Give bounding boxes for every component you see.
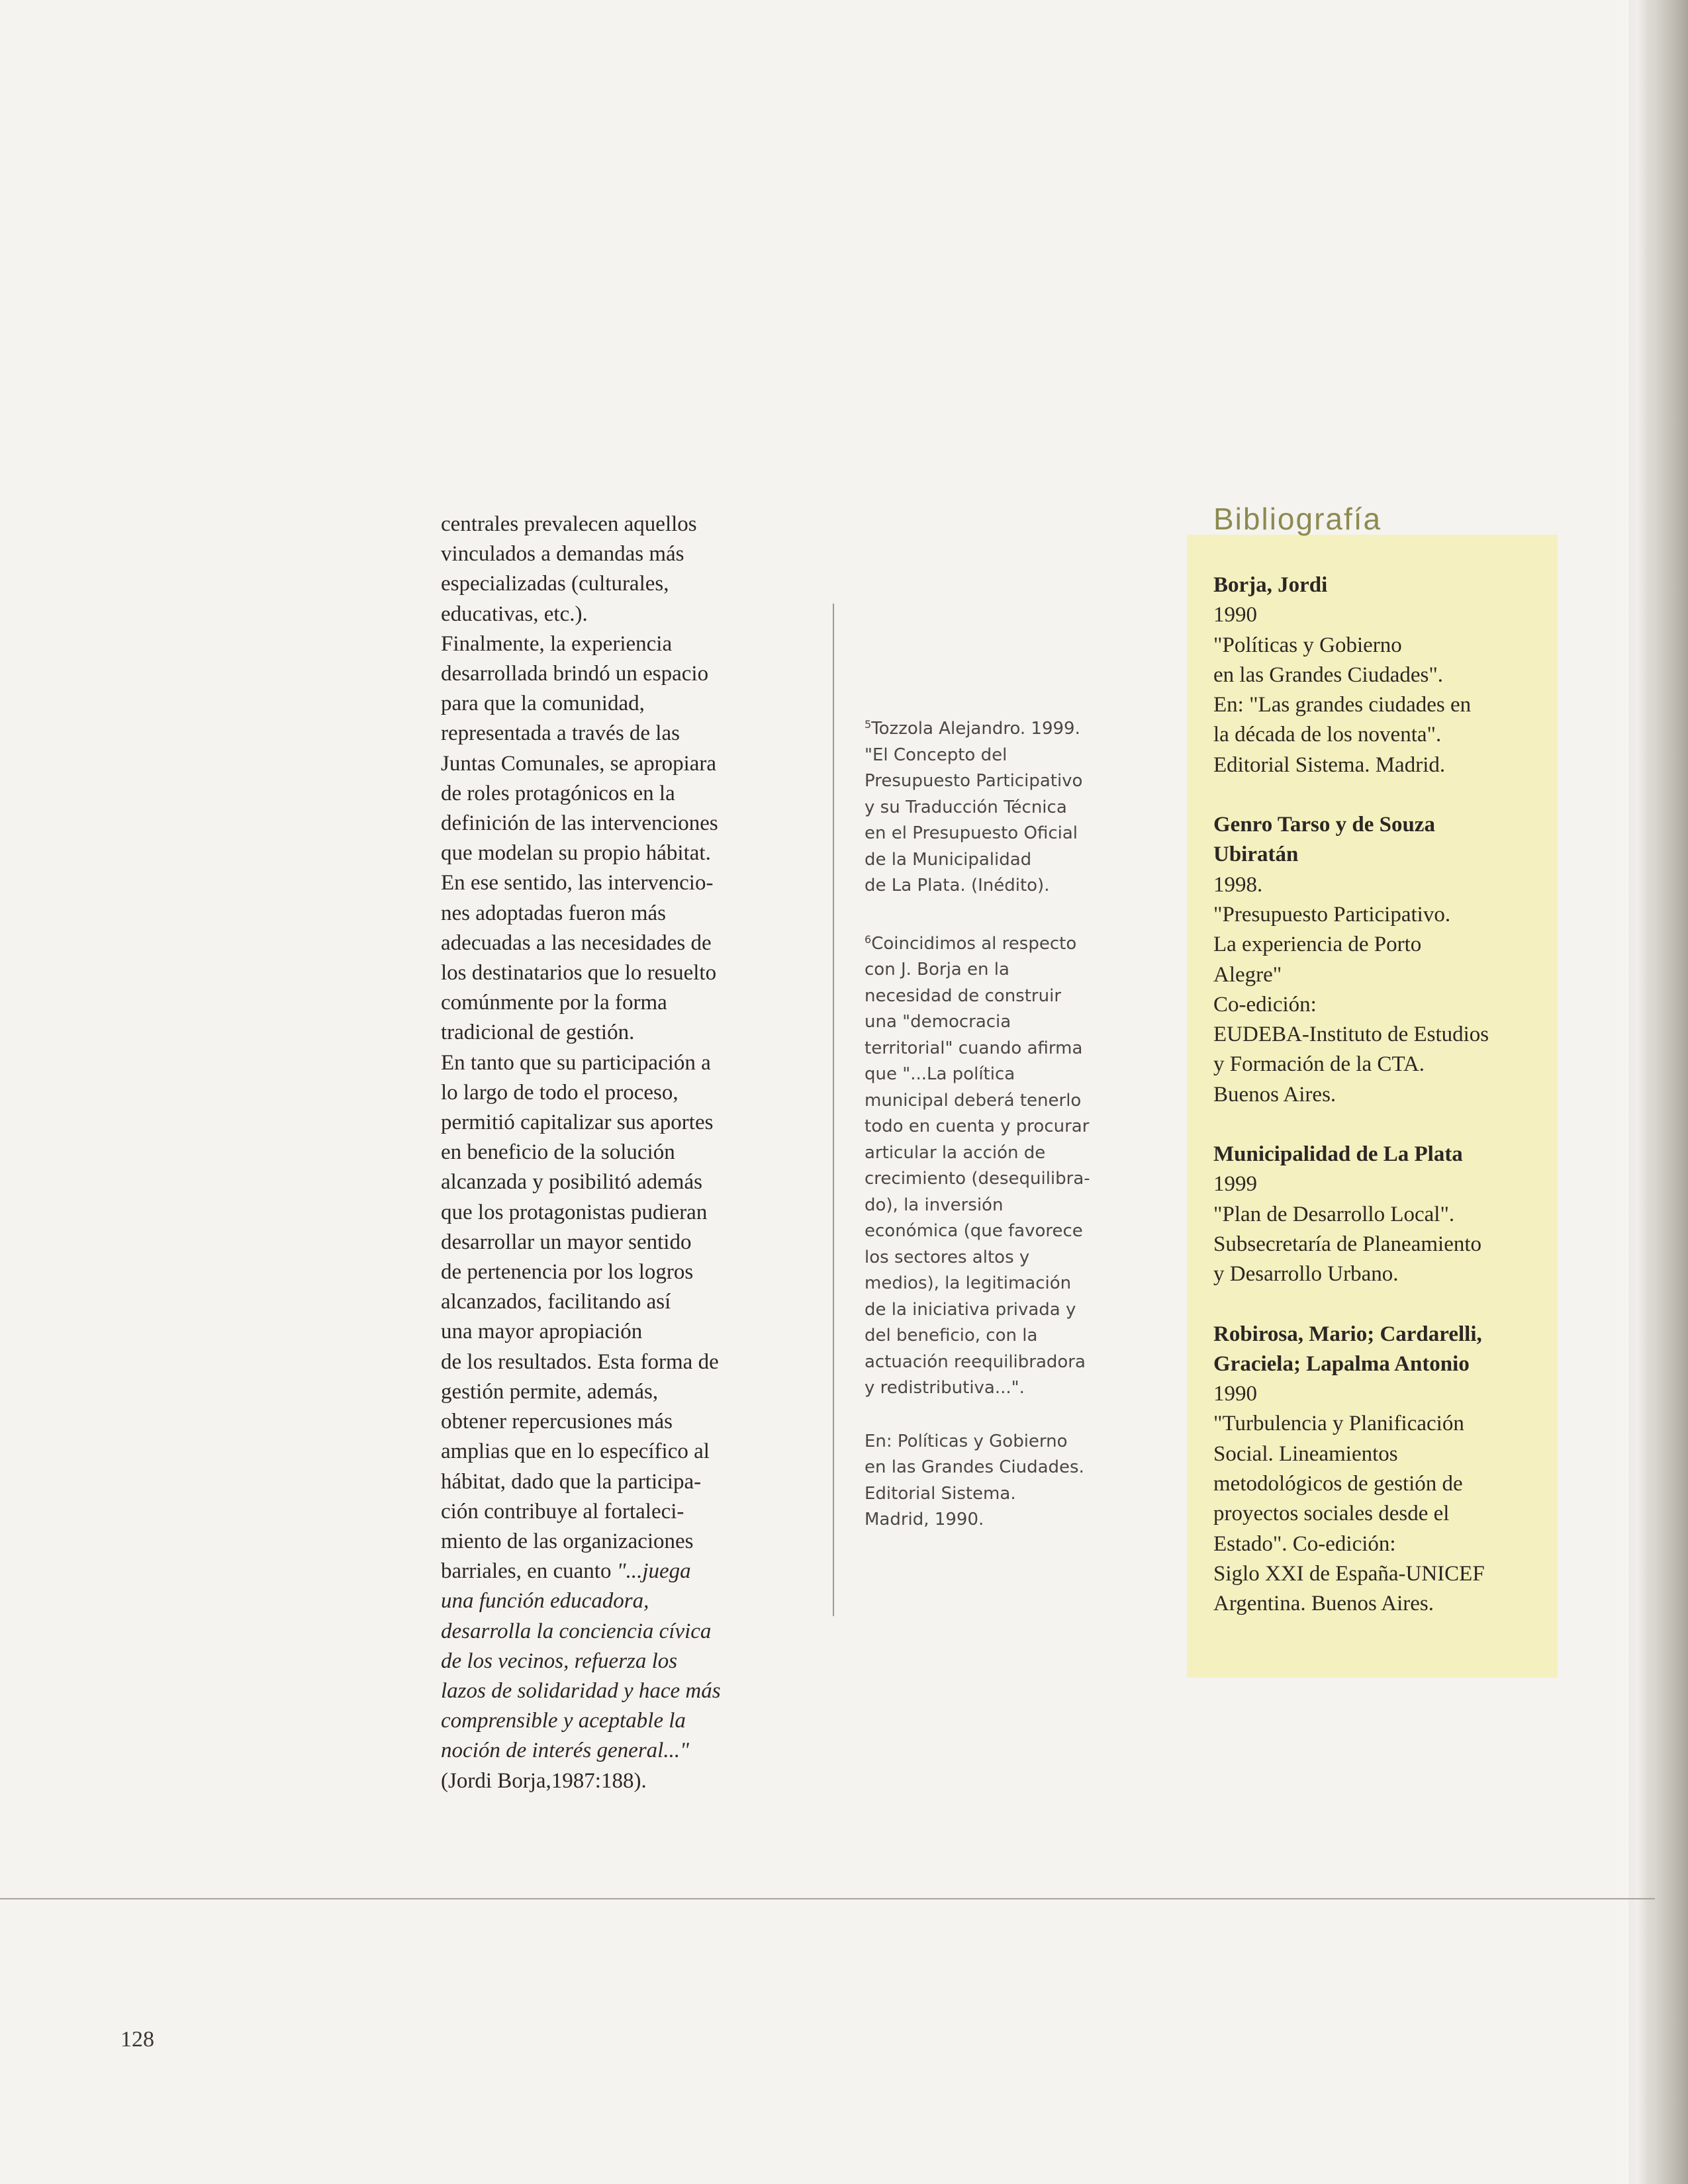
- footnote-text: medios), la legitimación: [865, 1273, 1072, 1293]
- footnote-text: económica (que favorece: [865, 1221, 1083, 1241]
- main-text-line: En tanto que su participación a: [441, 1050, 711, 1075]
- bibliography-list: [1213, 570, 1558, 1649]
- bibliography-detail: y Formación de la CTA.: [1213, 1052, 1425, 1077]
- main-text-line: una mayor apropiación: [441, 1320, 643, 1344]
- citation: (Jordi Borja,1987:188).: [441, 1768, 647, 1793]
- bibliography-detail: "Políticas y Gobierno: [1213, 633, 1402, 657]
- bibliography-author: Robirosa, Mario; Cardarelli,: [1213, 1322, 1482, 1346]
- main-text-line: en beneficio de la solución: [441, 1140, 675, 1165]
- quote-line: de los vecinos, refuerza los: [441, 1649, 678, 1673]
- bibliography-author: Municipalidad de La Plata: [1213, 1142, 1463, 1167]
- footnote-line: [865, 1088, 1143, 1115]
- footnote-line: [865, 1193, 1143, 1219]
- bibliography-detail: "Plan de Desarrollo Local".: [1213, 1202, 1455, 1226]
- footnote-line: [865, 1429, 1143, 1455]
- footnote-text: de la iniciativa privada y: [865, 1299, 1076, 1320]
- main-text-line: permitió capitalizar sus aportes: [441, 1111, 714, 1135]
- main-text-line: alcanzados, facilitando así: [441, 1290, 671, 1314]
- main-text-line: adecuadas a las necesidades de: [441, 931, 712, 955]
- footnote-text: una "democracia: [865, 1012, 1011, 1032]
- footnote-text: del beneficio, con la: [865, 1326, 1038, 1345]
- footnote-text: que "...La política: [865, 1064, 1015, 1084]
- footnote-line: [865, 1036, 1143, 1062]
- footnote-line: [865, 1507, 1143, 1533]
- footnote-text: los sectores altos y: [865, 1247, 1030, 1267]
- main-text-line: miento de las organizaciones: [441, 1529, 694, 1553]
- bibliography-detail: Social. Lineamientos: [1213, 1441, 1398, 1466]
- bibliography-detail: Co-edición:: [1213, 992, 1317, 1017]
- page-edge-highlight: [1622, 0, 1648, 2184]
- main-text-line: vinculados a demandas más: [441, 542, 684, 567]
- footnote-text: en las Grandes Ciudades.: [865, 1457, 1084, 1477]
- footnote-line: [865, 983, 1143, 1010]
- footnote-text: municipal deberá tenerlo: [865, 1090, 1082, 1111]
- main-text-line: [441, 1557, 812, 1586]
- main-text-line: desarrollar un mayor sentido: [441, 1230, 692, 1254]
- main-text-line: desarrollada brindó un espacio: [441, 662, 709, 686]
- bibliography-detail: En: "Las grandes ciudades en: [1213, 693, 1472, 717]
- bibliography-entry: [1213, 1320, 1558, 1619]
- quote-block: [441, 1586, 812, 1766]
- main-text-line: Juntas Comunales, se apropiara: [441, 751, 717, 776]
- footnote-line: [865, 795, 1143, 821]
- bibliography-author: Graciela; Lapalma Antonio: [1213, 1351, 1470, 1376]
- footnote-line: [865, 1375, 1143, 1402]
- main-text-column: [441, 510, 812, 1796]
- footnote-text: do), la inversión: [865, 1195, 1004, 1215]
- main-text-line: especializadas (culturales,: [441, 572, 669, 596]
- footnote-text: "El Concepto del: [865, 745, 1008, 765]
- footnote-text: Tozzola Alejandro. 1999.: [871, 719, 1080, 739]
- bibliography-title: Bibliografía: [1213, 502, 1382, 536]
- footnote-line: [865, 847, 1143, 874]
- footnote-line: [865, 1009, 1143, 1036]
- footnote-text: de la Municipalidad: [865, 849, 1032, 870]
- main-text-line: obtener repercusiones más: [441, 1410, 673, 1434]
- footnote-text: todo en cuenta y procurar: [865, 1116, 1090, 1136]
- footnote-line: [865, 1218, 1143, 1245]
- main-text-line: los destinatarios que lo resuelto: [441, 961, 717, 985]
- main-text-line: gestión permite, además,: [441, 1379, 659, 1404]
- quote-line: comprensible y aceptable la: [441, 1709, 686, 1733]
- footnote-number: 6: [865, 933, 872, 946]
- footnote-line: [865, 1140, 1143, 1167]
- footnote-text: en el Presupuesto Oficial: [865, 823, 1078, 843]
- bibliography-detail: Siglo XXI de España-UNICEF: [1213, 1561, 1485, 1586]
- footnote-line: [865, 821, 1143, 847]
- bibliography-detail: "Turbulencia y Planificación: [1213, 1412, 1464, 1436]
- main-text-line: tradicional de gestión.: [441, 1021, 635, 1045]
- page-number: 128: [120, 2027, 154, 2052]
- main-text-line: Finalmente, la experiencia: [441, 631, 673, 656]
- footnote-line: [865, 927, 1143, 958]
- quote-text: "...juega: [616, 1559, 691, 1584]
- footnote-text: Coincidimos al respecto: [871, 933, 1077, 954]
- footnote-line: [865, 1455, 1143, 1481]
- main-text-line: hábitat, dado que la participa-: [441, 1469, 702, 1494]
- bibliography-entry: [1213, 570, 1558, 780]
- main-text-line: ción contribuye al fortaleci-: [441, 1499, 684, 1524]
- footnote-text: y su Traducción Técnica: [865, 797, 1067, 817]
- bibliography-detail: proyectos sociales desde el: [1213, 1502, 1450, 1526]
- bibliography-detail: Argentina. Buenos Aires.: [1213, 1592, 1434, 1616]
- footnote: [865, 1429, 1143, 1533]
- main-text-line: nes adoptadas fueron más: [441, 901, 666, 925]
- main-text-line: En ese sentido, las intervencio-: [441, 871, 714, 895]
- main-text-line: educativas, etc.).: [441, 602, 588, 626]
- quote-line: noción de interés general...": [441, 1739, 689, 1763]
- footnote-text: de La Plata. (Inédito).: [865, 876, 1050, 895]
- main-text-segment: barriales, en cuanto: [441, 1559, 612, 1584]
- bibliography-detail: Alegre": [1213, 962, 1282, 987]
- bibliography-entry: [1213, 810, 1558, 1110]
- footnote-text: y redistributiva...".: [865, 1378, 1025, 1398]
- footnote-line: [865, 1114, 1143, 1140]
- main-text-line: representada a través de las: [441, 721, 680, 746]
- main-text-line: de pertenencia por los logros: [441, 1260, 694, 1285]
- bibliography-detail: Editorial Sistema. Madrid.: [1213, 752, 1446, 777]
- footnote-text: territorial" cuando afirma: [865, 1038, 1083, 1058]
- main-text-line: que los protagonistas pudieran: [441, 1200, 708, 1224]
- footnote: [865, 927, 1143, 1402]
- main-text-line: de roles protagónicos en la: [441, 781, 675, 805]
- vertical-divider: [833, 604, 834, 1616]
- main-text-line: alcanzada y posibilitó además: [441, 1170, 702, 1195]
- main-text-line: centrales prevalecen aquellos: [441, 512, 697, 536]
- main-text-line: para que la comunidad,: [441, 692, 645, 716]
- footnote-line: [865, 1297, 1143, 1324]
- main-text-lines: [441, 510, 812, 1557]
- footnote-text: crecimiento (desequilibra-: [865, 1169, 1090, 1189]
- footnote-text: actuación reequilibradora: [865, 1351, 1086, 1372]
- main-text-line: comúnmente por la forma: [441, 991, 667, 1015]
- bibliography-detail: "Presupuesto Participativo.: [1213, 902, 1451, 927]
- bibliography-detail: 1990: [1213, 603, 1257, 627]
- main-text-line: de los resultados. Esta forma de: [441, 1349, 719, 1374]
- quote-line: una función educadora,: [441, 1589, 649, 1614]
- footnote-line: [865, 1349, 1143, 1376]
- footnote-text: Madrid, 1990.: [865, 1510, 984, 1529]
- main-text-line: amplias que en lo específico al: [441, 1439, 710, 1464]
- bibliography-detail: Subsecretaría de Planeamiento: [1213, 1232, 1482, 1256]
- bibliography-entry: [1213, 1140, 1558, 1289]
- footnote-line: [865, 1323, 1143, 1349]
- footnote-line: [865, 1166, 1143, 1193]
- footnote-line: [865, 957, 1143, 983]
- footnote-text: necesidad de construir: [865, 985, 1062, 1006]
- footnote-line: [865, 1271, 1143, 1297]
- footnote-line: [865, 1245, 1143, 1271]
- footnote-text: articular la acción de: [865, 1142, 1046, 1163]
- main-text-line: lo largo de todo el proceso,: [441, 1080, 679, 1105]
- footnote-text: En: Políticas y Gobierno: [865, 1431, 1068, 1451]
- footnote-line: [865, 1062, 1143, 1088]
- footnote-text: Editorial Sistema.: [865, 1483, 1016, 1504]
- bibliography-detail: 1990: [1213, 1382, 1257, 1406]
- footnote-line: [865, 1481, 1143, 1508]
- quote-line: desarrolla la conciencia cívica: [441, 1619, 712, 1643]
- footnote-text: Presupuesto Participativo: [865, 771, 1083, 791]
- bibliography-detail: en las Grandes Ciudades".: [1213, 662, 1444, 687]
- footnote: [865, 711, 1143, 899]
- bibliography-detail: Estado". Co-edición:: [1213, 1531, 1396, 1556]
- bibliography-detail: y Desarrollo Urbano.: [1213, 1262, 1399, 1287]
- bibliography-author: Borja, Jordi: [1213, 573, 1328, 597]
- footnote-line: [865, 768, 1143, 795]
- bibliography-detail: metodológicos de gestión de: [1213, 1472, 1463, 1496]
- footnote-line: [865, 743, 1143, 769]
- footnote-line: [865, 873, 1143, 899]
- bibliography-author: Ubiratán: [1213, 842, 1299, 867]
- bibliography-detail: EUDEBA-Instituto de Estudios: [1213, 1023, 1489, 1047]
- footnote-text: con J. Borja en la: [865, 960, 1009, 979]
- main-text-line: definición de las intervenciones: [441, 811, 718, 836]
- bibliography-author: Genro Tarso y de Souza: [1213, 813, 1435, 837]
- bibliography-detail: 1999: [1213, 1172, 1257, 1197]
- bibliography-detail: 1998.: [1213, 872, 1263, 897]
- footnote-number: 5: [865, 718, 872, 731]
- horizontal-divider: [0, 1898, 1655, 1899]
- footnote-line: [865, 711, 1143, 743]
- main-text-line: que modelan su propio hábitat.: [441, 841, 711, 866]
- quote-line: lazos de solidaridad y hace más: [441, 1678, 721, 1703]
- footnotes-column: [865, 711, 1143, 1561]
- bibliography-detail: Buenos Aires.: [1213, 1082, 1336, 1107]
- bibliography-detail: la década de los noventa".: [1213, 723, 1442, 747]
- bibliography-detail: La experiencia de Porto: [1213, 933, 1422, 957]
